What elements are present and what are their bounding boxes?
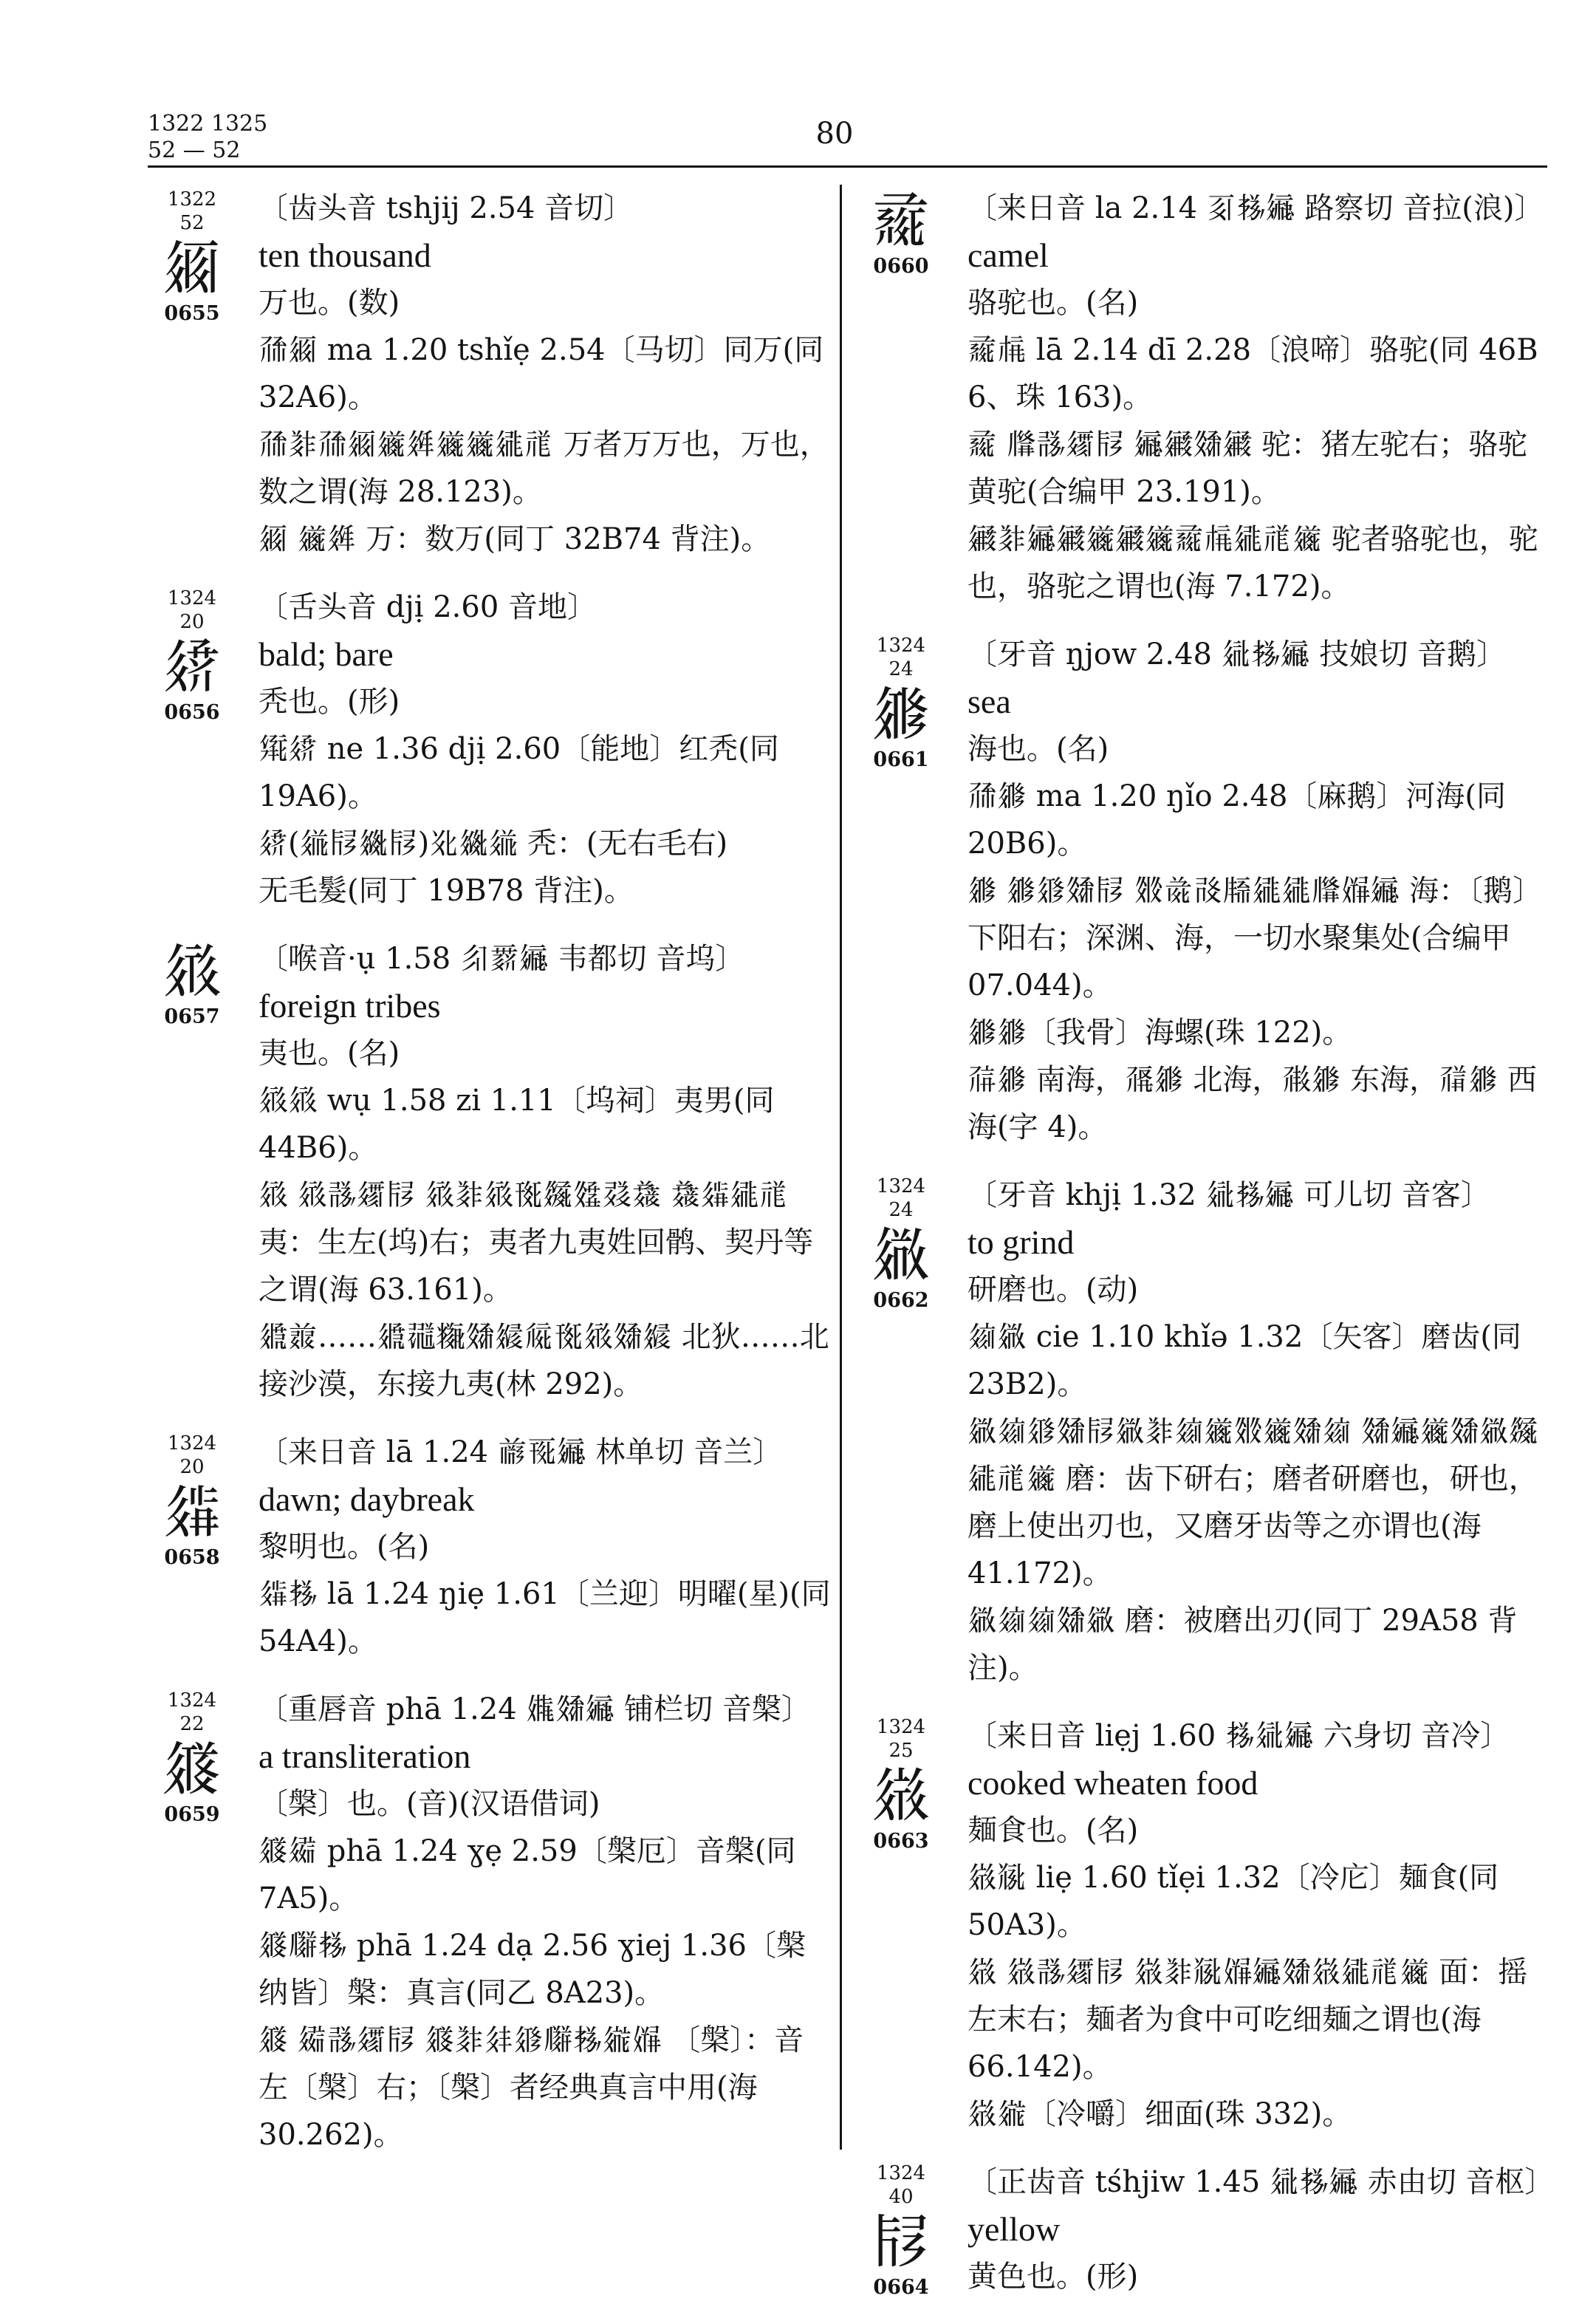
entry-example: 𗤻𗤻 wụ 1.58 zi 1.11〔坞祠〕夷男(同 44B6)。	[258, 1084, 775, 1165]
entry-headword: 𗦶	[871, 1761, 931, 1830]
entry-example: 𗗙𗥃 ma 1.20 tshǐẹ 2.54〔马切〕同万(同 32A6)。	[258, 333, 824, 414]
entry-id: 0659	[164, 1803, 220, 1826]
entry-gutter	[148, 188, 236, 327]
entry-english-gloss: sea	[967, 683, 1011, 720]
entry-gutter	[857, 188, 945, 279]
entry-ref-number: 20	[179, 1456, 205, 1478]
entry-example: 𗪺𘎳𗩾𗪺𗫂𗪺𗫂𗈇𗍫𗧓𗙏𗫂 驼者骆驼也，驼也，骆驼之谓也(海 7.172)。	[967, 522, 1538, 604]
entry-gutter	[148, 1432, 236, 1570]
dictionary-entry	[148, 1686, 831, 2158]
entry-ref-number: 1324	[876, 1175, 926, 1197]
entry-example: 𗧂𗦻𗦻𗽀𗧂 磨：被磨出刃(同丁 29A58 背注)。	[967, 1604, 1518, 1685]
dictionary-entry	[857, 1712, 1547, 2138]
entry-chinese-gloss: 骆驼也。(名)	[967, 286, 1139, 320]
dictionary-entry	[148, 584, 831, 915]
entry-example: 𗤻 𗤻𘃽𗨻𗡺 𗤻𘎳𗤻𗍊𗪴𗽩𘅇𘎑 𘎑𗦧𗧓𗙏 夷：生左(坞)右；夷者九夷姓回鹘、契丹等之谓(海 63.161)。	[258, 1178, 814, 1307]
entry-example: 𗦶𗮀 liẹ 1.60 tǐẹi 1.32〔冷庀〕麺食(同 50A3)。	[967, 1861, 1499, 1942]
entry-chinese-gloss: 秃也。(形)	[258, 685, 400, 719]
dictionary-entry	[148, 935, 831, 1408]
entry-example: 𗧙(𗥤𗡺𗧜𗡺)𗯞𗧜𗥤 秃：(无右毛右)	[258, 827, 728, 861]
entry-pronunciation: 〔来日音 lā 1.24 𗑗𗀔𗩾 林单切 音兰〕	[258, 1435, 783, 1469]
entry-gutter	[148, 1689, 236, 1828]
entry-id: 0664	[873, 2276, 929, 2299]
entry-chinese-gloss: 〔槃〕也。(音)(汉语借词)	[258, 1787, 600, 1821]
page-number: 80	[815, 117, 854, 151]
entry-english-gloss: camel	[967, 236, 1049, 274]
entry-id: 0662	[873, 1289, 929, 1312]
entry-pronunciation: 〔舌头音 djị 2.60 音地〕	[258, 590, 597, 624]
entry-gutter	[148, 587, 236, 725]
entry-pronunciation: 〔牙音 ŋjow 2.48 𗣼𗈪𗩾 技娘切 音鹅〕	[967, 637, 1507, 671]
entry-english-gloss: a transliteration	[258, 1737, 471, 1775]
entry-example: 𗗙𗥂 ma 1.20 ŋǐo 2.48〔麻鹅〕河海(同 20B6)。	[967, 779, 1507, 861]
column-divider	[840, 185, 842, 2150]
entry-example: 𗦶𗨁〔冷嚼〕细面(珠 332)。	[967, 2097, 1352, 2131]
entry-id: 0658	[164, 1546, 220, 1569]
header-range	[148, 111, 267, 164]
entry-id: 0660	[873, 255, 929, 278]
entry-example: 𗦶 𗦶𘃽𗨻𗡺 𗦶𘎳𗮀𗏵𗩾𗽀𗦶𗧓𗙏𗫂 面：摇左末右；麺者为食中可吃细麺之谓也(海 66.142)。	[967, 1955, 1528, 2084]
entry-example: 𗩊 𗩴𘃽𗨻𗡺 𗩊𘎳𗢳𗤁𗆹𗈪𗨁𗏵 〔槃〕：音左〔槃〕右；〔槃〕者经典真言中用(海 30.262)。	[258, 2023, 804, 2152]
entry-headword: 𗧙	[162, 632, 222, 701]
entry-gutter	[148, 938, 236, 1030]
entry-headword: 𗤻	[162, 937, 222, 1005]
entry-ref-number: 1324	[876, 635, 926, 657]
entry-pronunciation: 〔牙音 khjị 1.32 𗣼𗈪𗩾 可儿切 音客〕	[967, 1178, 1490, 1212]
entry-id: 0663	[873, 1830, 929, 1853]
entry-headword: 𗦧	[162, 1477, 222, 1546]
dictionary-entry	[148, 1429, 831, 1665]
entry-english-gloss: cooked wheaten food	[967, 1764, 1258, 1802]
entry-ref-number: 24	[888, 658, 914, 680]
dictionary-entry	[857, 2158, 1555, 2300]
entry-ref-number: 1324	[167, 587, 217, 609]
left-column	[148, 185, 831, 2179]
entry-example: 𗥂𗥂〔我骨〕海螺(珠 122)。	[967, 1016, 1352, 1050]
entry-id: 0661	[873, 748, 929, 771]
entry-example: 𗈇 𗆄𘃽𗨻𗡺 𗩾𗪺𗽀𗪺 驼：猪左驼右；骆驼黄驼(合编甲 23.191)。	[967, 428, 1528, 509]
entry-id: 0657	[164, 1005, 220, 1028]
dictionary-entry	[857, 185, 1547, 610]
entry-example: 无毛髮(同丁 19B78 背注)。	[258, 874, 634, 908]
entry-example: 𗦧𗈪 lā 1.24 ŋiẹ 1.61〔兰迎〕明曜(星)(同 54A4)。	[258, 1577, 831, 1658]
entry-example: 𗈇𗍫 lā 2.14 dī 2.28〔浪啼〕骆驼(同 46B 6、珠 163)。	[967, 333, 1538, 414]
entry-id: 0655	[164, 302, 220, 325]
entry-gutter	[857, 2161, 945, 2300]
entry-ref-number: 1324	[876, 1716, 926, 1738]
header-range-bottom: 52 — 52	[148, 137, 241, 163]
entry-example: 𗩊𗩴 phā 1.24 ɣẹ 2.59〔槃厄〕音槃(同 7A5)。	[258, 1834, 796, 1915]
entry-english-gloss: ten thousand	[258, 236, 431, 274]
entry-example: 𗋕𗧙 ne 1.36 djị 2.60〔能地〕红秃(同 19A6)。	[258, 732, 779, 813]
dictionary-entry	[857, 631, 1547, 1151]
entry-chinese-gloss: 黄色也。(形)	[967, 2260, 1139, 2294]
entry-english-gloss: yellow	[967, 2210, 1061, 2248]
entry-gutter	[857, 1175, 945, 1313]
entry-headword: 𗩊	[162, 1734, 222, 1803]
entry-example: 𗥃 𗫂𗤶 万：数万(同丁 32B74 背注)。	[258, 522, 771, 556]
dictionary-entry	[148, 185, 831, 563]
entry-headword: 𗥃	[162, 233, 222, 302]
entry-pronunciation: 〔喉音·ụ 1.58 𗼃𗴿𗩾 韦都切 音坞〕	[258, 942, 745, 976]
entry-ref-number: 1324	[167, 1689, 217, 1712]
entry-ref-number: 20	[179, 611, 205, 633]
entry-ref-number: 1324	[876, 2162, 926, 2184]
entry-pronunciation: 〔正齿音 tśhjiw 1.45 𗣼𗈪𗩾 赤由切 音枢〕	[967, 2165, 1555, 2199]
right-column	[857, 185, 1555, 2321]
entry-ref-number: 25	[888, 1740, 914, 1762]
entry-ref-number: 52	[179, 212, 205, 234]
header-rule	[148, 165, 1547, 168]
entry-headword: 𗥂	[871, 680, 931, 748]
entry-example: 𗧸𗓱……𗧸𗖺𗯝𗽀𗧠𗏁𗍊𗤻𗽀𗧠 北狄……北接沙漠，东接九夷(林 292)。	[258, 1320, 829, 1401]
entry-chinese-gloss: 麺食也。(名)	[967, 1814, 1139, 1847]
entry-english-gloss: foreign tribes	[258, 987, 441, 1025]
entry-example: 𗗚𗥂 南海，𗗛𗥂 北海，𗗜𗥂 东海，𗗝𗥂 西海(字 4)。	[967, 1063, 1537, 1144]
entry-english-gloss: dawn; daybreak	[258, 1480, 475, 1518]
header-range-top: 1322 1325	[148, 111, 268, 137]
entry-english-gloss: bald; bare	[258, 635, 394, 673]
entry-gutter	[857, 1715, 945, 1854]
entry-chinese-gloss: 海也。(名)	[967, 732, 1109, 766]
entry-gutter	[857, 634, 945, 773]
entry-headword: 𗈇	[871, 186, 931, 255]
entry-ref-number: 40	[888, 2186, 914, 2208]
entry-example: 𗥂 𗥂𗤁𗽀𗡺 𗽃𗯨𗰗𗹢𗧓𗧓𗆄𗏵𗩾 海：〔鹅〕下阳右；深渊、海，一切水聚集处(合编甲 07.044)。	[967, 874, 1543, 1002]
entry-example: 𗧂𗦻𗤁𗽀𗡺𗧂𘎳𗦻𗫂𗽃𗫂𗽀𗦻 𗽀𗩾𗫂𗽀𗧂𗪴𗧓𗙏𗫂 磨：齿下研右；磨者研磨也，研也，磨上使出刃也，又磨牙齿等之亦谓也(海 41.172)。	[967, 1415, 1538, 1590]
entry-ref-number: 22	[179, 1713, 205, 1735]
entry-pronunciation: 〔来日音 la 2.14 𘈩𗈪𗩾 路察切 音拉(浪)〕	[967, 191, 1544, 225]
entry-chinese-gloss: 夷也。(名)	[258, 1036, 400, 1070]
entry-chinese-gloss: 万也。(数)	[258, 286, 400, 320]
page-header	[0, 0, 1596, 170]
entry-example: 𗗙𘎳𗗙𗥃𗫂𗤶𗫂𗫂𗧓𗙏 万者万万也，万也，数之谓(海 28.123)。	[258, 428, 829, 509]
entry-example: 𗩊𗆹𗈪 phā 1.24 dạ 2.56 ɣiej 1.36〔槃纳皆〕槃：真言(同乙 8A23)。	[258, 1929, 806, 2010]
entry-id: 0656	[164, 701, 220, 724]
entry-pronunciation: 〔来日音 liẹj 1.60 𗈪𗣼𗩾 六身切 音冷〕	[967, 1719, 1510, 1753]
entry-ref-number: 24	[888, 1199, 914, 1221]
entry-pronunciation: 〔齿头音 tshjij 2.54 音切〕	[258, 191, 634, 225]
entry-chinese-gloss: 研磨也。(动)	[967, 1273, 1139, 1307]
dictionary-entry	[857, 1172, 1547, 1692]
entry-chinese-gloss: 黎明也。(名)	[258, 1530, 430, 1564]
entry-ref-number: 1324	[167, 1432, 217, 1455]
entry-english-gloss: to grind	[967, 1223, 1075, 1261]
entry-pronunciation: 〔重唇音 phā 1.24 𗏴𗽀𗩾 铺栏切 音槃〕	[258, 1692, 811, 1726]
entry-example: 𗦻𗧂 cie 1.10 khǐə 1.32〔矢客〕磨齿(同 23B2)。	[967, 1320, 1521, 1401]
entry-headword: 𗡺	[871, 2207, 931, 2276]
entry-ref-number: 1322	[167, 188, 217, 211]
entry-headword: 𗧂	[871, 1220, 931, 1289]
